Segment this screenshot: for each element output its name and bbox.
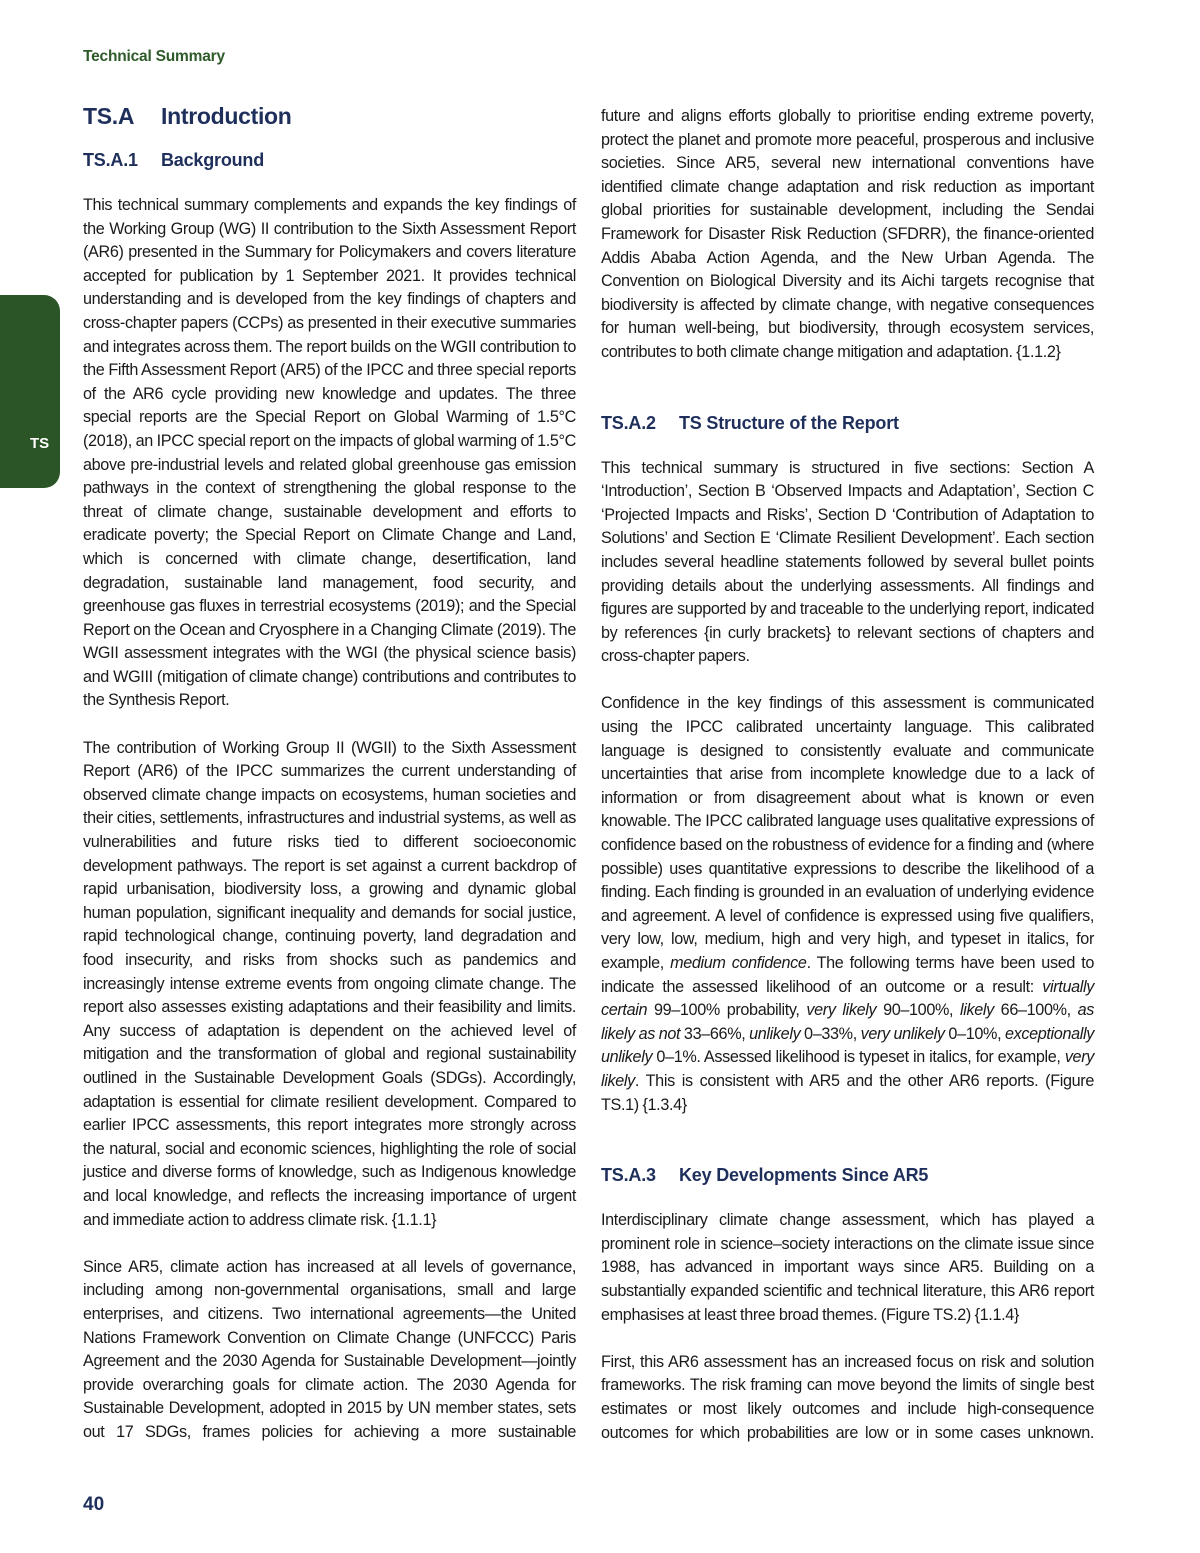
body-paragraph: This technical summary complements and expands the key findings of the Working Group (WG) II contribution to the Sixth Assessment Report (AR6) presented in the Summary for Policymakers and covers literature accepted for publication by 1 September 2021. It provides technical understanding and is developed from the key findings of chapters and cross-chapter papers (CCPs) as presented in their executive summaries and integrates across them. The report builds on the WGII contribution to the Fifth Assessment Report (AR5) of the IPCC and three special reports of the AR6 cycle providing new knowledge and updates. The three special reports are the Special Report on Global Warming of 1.5°C (2018), an IPCC special report on the impacts of global warming of 1.5°C above pre-industrial levels and related global greenhouse gas emission pathways in the context of strengthening the global response to the threat of climate change, sustainable development and efforts to eradicate poverty; the Special Report on Climate Change and Land, which is concerned with climate change, desertification, land degradation, sustainable land management, food security, and greenhouse gas fluxes in terrestrial ecosystems (2019); and the Special Report on the Ocean and Cryosphere in a Changing Climate (2019). The WGII assessment integrates with the WGI (the physical science basis) and WGIII (mitigation of climate change) contributions and contributes to the Synthesis Report. (83, 196, 576, 710)
confidence-paragraph (601, 692, 1094, 1117)
section-heading (83, 100, 576, 138)
italic-term: likely (959, 1001, 994, 1020)
left-column (83, 100, 576, 1444)
body-paragraph: First, this AR6 assessment has an increased focus on risk and solution frameworks. The risk framing can move beyond the limits of single best estimates or most likely outcomes and include high-consequence outcomes for which probabilities are low or in some cases unknown. (601, 1352, 1094, 1442)
subsection-number: TS.A.3 (601, 1165, 656, 1186)
body-paragraph: future and aligns efforts globally to prioritise ending extreme poverty, protect the planet and promote more peaceful, prosperous and inclusive societies. Since AR5, several new international conventions have identified climate change adaptation and risk reduction as important global priorities for sustainable development, including the Sendai Framework for Disaster Risk Reduction (SFDRR), the finance-oriented Addis Ababa Action Agenda, and the New Urban Agenda. The Convention on Biological Diversity and its Aichi targets recognise that biodiversity is affected by climate change, with negative consequences for human well-being, but biodiversity, through ecosystem services, contributes to both climate change mitigation and adaptation. {1.1.2} (601, 107, 1094, 361)
subsection-title: TS Structure of the Report (679, 412, 899, 433)
subsection-heading-key-developments (601, 1163, 1094, 1187)
section-number: TS.A (83, 103, 135, 129)
italic-term: virtually certain (601, 977, 1094, 1020)
subsection-number: TS.A.2 (601, 412, 656, 433)
text-run: 0–1%. Assessed likelihood is typeset in italics, for example, (652, 1048, 1065, 1067)
text-run: 66–100%, (993, 1001, 1078, 1020)
subsection-title: Background (161, 150, 265, 170)
text-run: 0–10%, (944, 1024, 1005, 1043)
subsection-number: TS.A.1 (83, 150, 138, 170)
body-paragraph: This technical summary is structured in five sections: Section A ‘Introduction’, Section B ‘Observed Impacts and Adaptation’, Section C ‘Projected Impacts and Risks’, Section D ‘Contribution of Adaptation to Solutions’ and Section E ‘Climate Resilient Development’. Each section includes several headline statements followed by several bullet points providing details about the underlying assessments. All findings and figures are supported by and traceable to the underlying report, indicated by references {in curly brackets} to relevant sections of chapters and cross-chapter papers. (601, 458, 1094, 666)
italic-term: exceptionally unlikely (601, 1024, 1094, 1067)
italic-term: as likely as not (601, 1001, 1094, 1043)
text-run: Confidence in the key findings of this assessment is communicated using the IPCC calibrated uncertainty language. This calibrated language is designed to consistently evaluate and communicate uncertainties that arise from incomplete knowledge due to a lack of information or from disagreement about what is known or even knowable. The IPCC calibrated language uses qualitative expressions of confidence based on the robustness of evidence for a finding and (where possible) uses quantitative expressions to describe the likelihood of a finding. Each finding is grounded in an evaluation of underlying evidence and agreement. A level of confidence is expressed using five qualifiers, very low, low, medium, high and very high, and typeset in italics, for example, (601, 694, 1094, 972)
italic-term: very likely (806, 1001, 877, 1020)
italic-term: very unlikely (860, 1024, 945, 1043)
text-run: . The following terms have been used to indicate the assessed likelihood of an outcome or a result: (601, 954, 1095, 996)
text-run: . This is consistent with AR5 and the other AR6 reports. (Figure TS.1) {1.3.4} (601, 1071, 1094, 1114)
text-run: 90–100%, (876, 1001, 960, 1020)
section-title: Introduction (161, 103, 292, 129)
subsection-heading-background (83, 148, 576, 172)
text-run: 0–33%, (800, 1024, 861, 1043)
italic-term: medium confidence (670, 954, 807, 972)
running-header: Technical Summary (83, 48, 225, 65)
body-paragraph: Since AR5, climate action has increased at all levels of governance, including among non-governmental organisations, small and large enterprises, and citizens. Two international agreements—the United Nations Framework Convention on Climate Change (UNFCCC) Paris Agreement and the 2030 Agenda for Sustainable Development—jointly provide overarching goals for climate action. The 2030 Agenda for Sustainable Development, adopted in 2015 by UN member states, sets out 17 SDGs, frames policies for achieving a more sustainable (83, 1257, 576, 1441)
italic-term: very likely (601, 1048, 1094, 1090)
text-run: 99–100% probability, (647, 1001, 807, 1020)
subsection-title: Key Developments Since AR5 (679, 1165, 929, 1186)
page-number: 40 (83, 1494, 105, 1515)
body-paragraph: The contribution of Working Group II (WGII) to the Sixth Assessment Report (AR6) of the IPCC summarizes the current understanding of observed climate change impacts on ecosystems, human societies and their cities, settlements, infrastructures and industrial systems, as well as vulnerabilities and future risks tied to different socioeconomic development pathways. The report is set against a current backdrop of rapid urbanisation, biodiversity loss, a growing and dynamic global human population, significant inequality and demands for social justice, rapid technological change, continuing poverty, land degradation and food insecurity, and risks from shocks such as pandemics and increasingly intense extreme events from ongoing climate change. The report also assesses existing adaptations and their feasibility and limits. Any success of adaptation is dependent on the achieved level of mitigation and the transformation of global and regional sustainability outlined in the Sustainable Development Goals (SDGs). Accordingly, adaptation is essential for climate resilient development. Compared to earlier IPCC assessments, this report integrates more strongly across the natural, social and economic sciences, highlighting the role of social justice and diverse forms of knowledge, such as Indigenous knowledge and local knowledge, and reflects the increasing importance of urgent and immediate action to address climate risk. {1.1.1} (83, 738, 576, 1229)
right-column (601, 105, 1094, 1445)
subsection-heading-structure (601, 411, 1094, 435)
body-paragraph: Interdisciplinary climate change assessment, which has played a prominent role in science–society interactions on the climate issue since 1988, has advanced in important ways since AR5. Building on a substantially expanded scientific and technical literature, this AR6 report emphasises at least three broad themes. (Figure TS.2) {1.1.4} (601, 1211, 1094, 1324)
chapter-side-tab (0, 295, 60, 488)
side-tab-label: TS (30, 435, 50, 452)
italic-term: unlikely (749, 1024, 801, 1043)
text-run: 33–66%, (680, 1024, 750, 1043)
